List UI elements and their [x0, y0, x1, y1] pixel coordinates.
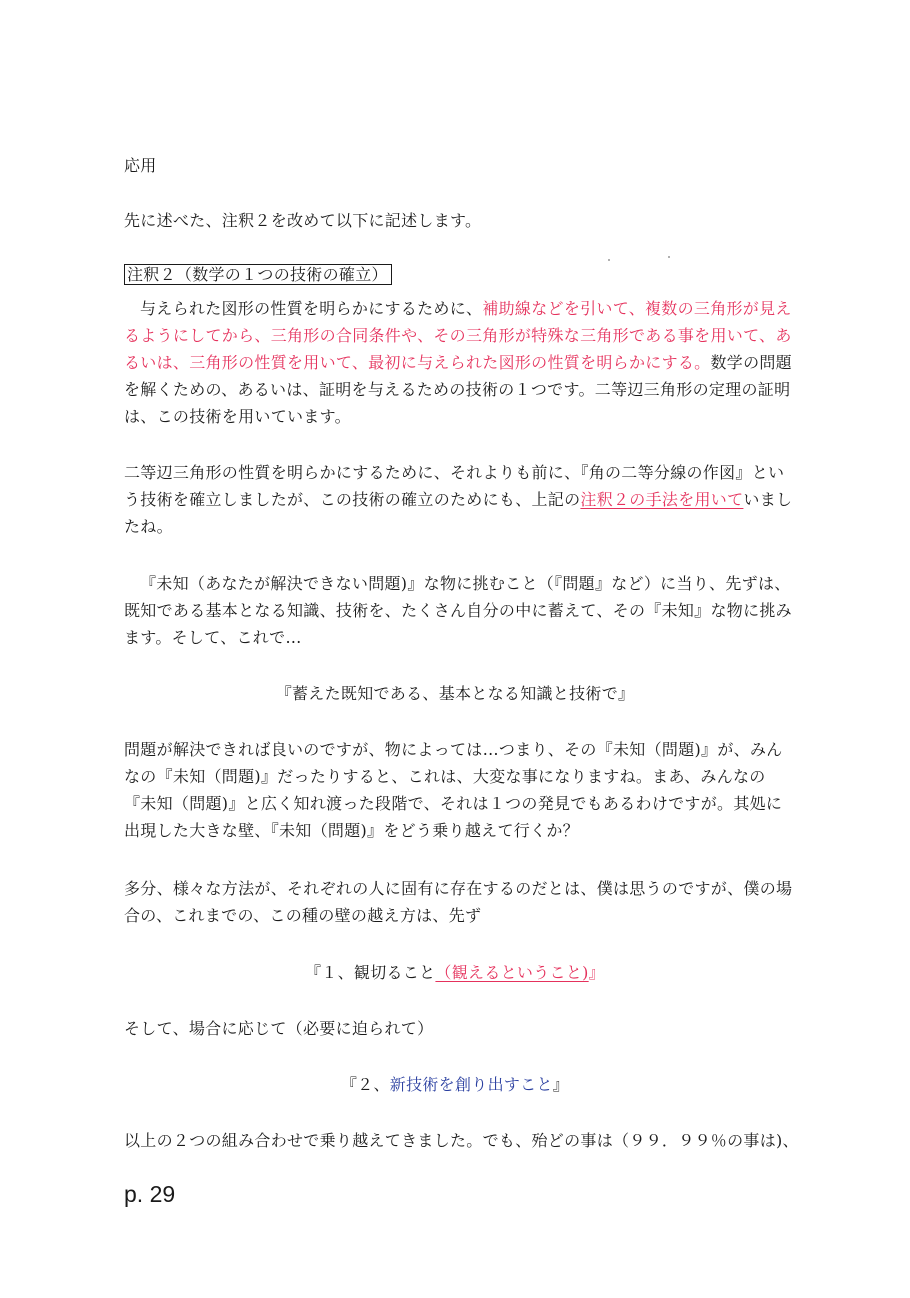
- note-line-1: [140, 298, 792, 320]
- note-line-4: を解くための、あるいは、証明を与えるための技術の１つです。二等辺三角形の定理の証明: [124, 380, 791, 399]
- para4-line-1: 問題が解決できれば良いのですが、物によっては…つまり、その『未知（問題)』が、みん: [124, 740, 783, 759]
- note-title-line: [124, 264, 392, 286]
- note-line-3-highlight: るいは、三角形の性質を用いて、最初に与えられた図形の性質を明らかにする。: [124, 353, 711, 372]
- intro-line: 先に述べた、注釈２を改めて以下に記述します。: [124, 211, 482, 230]
- scan-speck: [668, 256, 670, 258]
- note-title-box: 注釈２（数学の１つの技術の確立）: [124, 264, 392, 285]
- para5-line-1: 多分、様々な方法が、それぞれの人に固有に存在するのだとは、僕は思うのですが、僕の場: [124, 879, 793, 898]
- note-line-2-highlight: るようにしてから、三角形の合同条件や、その三角形が特殊な三角形である事を用いて、あ: [124, 326, 792, 345]
- para7-line: 以上の２つの組み合わせで乗り越えてきました。でも、殆どの事は（９９．９９％の事は)、: [124, 1131, 799, 1150]
- para5-line-2: 合の、これまでの、この種の壁の越え方は、先ず: [124, 906, 482, 925]
- quote-step-2-post: 』: [552, 1075, 570, 1094]
- para2-line-1: 二等辺三角形の性質を明らかにするために、それよりも前に、『角の二等分線の作図』とい: [124, 463, 785, 482]
- quote-step-2-highlight: 新技術を創り出すこと: [389, 1075, 553, 1094]
- quote-step-1-underlined: （観えるということ): [435, 963, 589, 982]
- note-line-3-plain: 数学の問題: [710, 353, 792, 372]
- section-heading: 応用: [124, 156, 157, 175]
- para4-line-2: なの『未知（問題)』だったりすると、これは、大変な事になりますね。まあ、みんなの: [124, 767, 766, 786]
- quote-accumulated-knowledge: 『蓄えた既知である、基本となる知識と技術で』: [275, 684, 635, 703]
- quote-step-1: [0, 962, 910, 984]
- para4-line-3: 『未知（問題)』と広く知れ渡った段階で、それは１つの発見でもあるわけですが。其処に: [124, 794, 783, 813]
- para6-line: そして、場合に応じて（必要に迫られて）: [124, 1019, 434, 1038]
- note-line-5: は、この技術を用いています。: [124, 407, 351, 426]
- para4-line-4: 出現した大きな壁、『未知（問題)』をどう乗り越えて行くか？: [124, 821, 579, 840]
- note-line-2: [124, 325, 792, 347]
- para2-line-2-pre: う技術を確立しましたが、この技術の確立のためにも、上記の: [124, 490, 581, 509]
- quote-step-2: [0, 1074, 910, 1096]
- page-number: p. 29: [124, 1181, 176, 1207]
- note-line-1-highlight: 補助線などを引いて、複数の三角形が見え: [482, 299, 792, 318]
- para2-line-2-post: いまし: [743, 490, 793, 509]
- para3-line-2: 既知である基本となる知識、技術を、たくさん自分の中に蓄えて、その『未知』な物に挑み: [124, 601, 792, 620]
- para3-line-1: 『未知（あなたが解決できない問題)』な物に挑むこと（『問題』など）に当り、先ずは、: [140, 574, 791, 593]
- quote-step-1-pre: 『１、観切ること: [305, 963, 436, 982]
- quote-step-2-pre: 『２、: [340, 1075, 390, 1094]
- note2-method-underlined: 注釈２の手法を用いて: [580, 490, 744, 509]
- note-line-1-plain: 与えられた図形の性質を明らかにするために、: [140, 299, 483, 318]
- para2-line-2: [124, 489, 792, 511]
- para2-line-3: たね。: [124, 517, 173, 536]
- note-line-3: [124, 352, 792, 374]
- scan-speck: [608, 259, 610, 261]
- para3-line-3: ます。そして、これで…: [124, 628, 302, 647]
- quote-step-1-post: 』: [588, 963, 605, 982]
